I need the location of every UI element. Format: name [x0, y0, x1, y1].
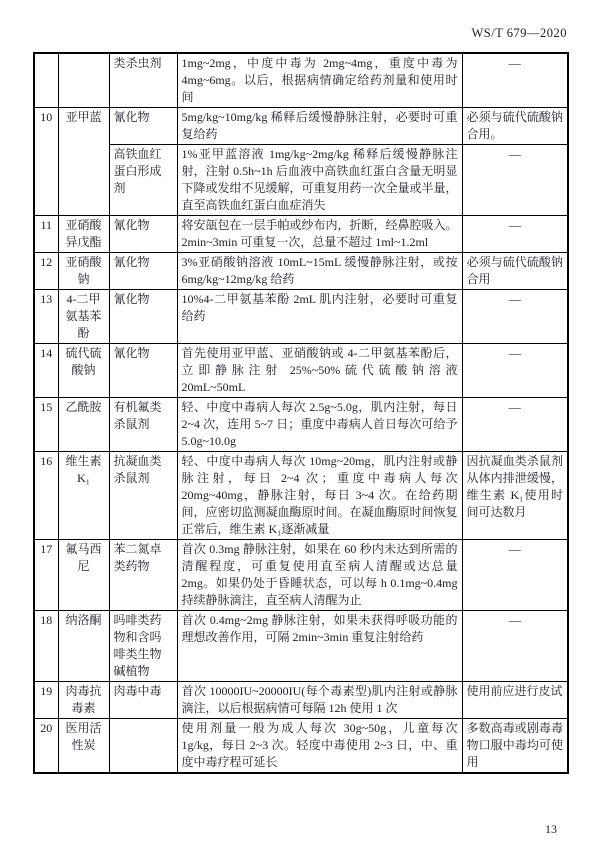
table-row-9-continued	[34, 53, 568, 108]
drug-name-cell: 纳洛酮	[58, 611, 109, 682]
note-cell: 使用前应进行皮试	[462, 682, 568, 719]
usage-cell: 10%4-二甲氨基苯酚 2mL 肌内注射，必要时可重复给药	[177, 290, 462, 344]
note-cell: —	[462, 398, 568, 452]
poison-category-cell: 苯二氮卓类药物	[109, 540, 177, 611]
page-number: 13	[545, 822, 557, 836]
row-number-cell: 19	[34, 682, 58, 719]
note-cell: 必须与硫代硫酸钠合用。	[462, 108, 568, 145]
row-number-cell: 13	[34, 290, 58, 344]
row-number-cell: 14	[34, 344, 58, 398]
drug-name-cell: 氟马西尼	[58, 540, 109, 611]
poison-category-cell: 吗啡类药物和含吗啡类生物碱植物	[109, 611, 177, 682]
drug-name-cell: 乙酰胺	[58, 398, 109, 452]
table-row-11	[34, 216, 568, 253]
poison-category-cell: 高铁血红蛋白形成剂	[109, 145, 177, 216]
drug-name-cell: 维生素K₁	[58, 452, 109, 540]
poison-category-cell: 氰化物	[109, 216, 177, 253]
note-cell: 必须与硫代硫酸钠合用	[462, 253, 568, 290]
note-cell: —	[462, 344, 568, 398]
table-row-16	[34, 452, 568, 540]
usage-cell: 首次 0.3mg 静脉注射，如果在 60 秒内未达到所需的清醒程度，可重复使用直至病人清醒或达总量 2mg。如果仍处于昏睡状态，可以每 h 0.1mg~0.4mg 持续静脉滴注，直至病人清醒为止	[177, 540, 462, 611]
row-number-cell: 17	[34, 540, 58, 611]
document-code: WS/T 679—2020	[471, 26, 567, 40]
usage-cell: 轻、中度中毒病人每次 2.5g~5.0g，肌内注射，每日 2~4 次，连用 5~7 日；重度中毒病人首日每次可给予 5.0g~10.0g	[177, 398, 462, 452]
poison-category-cell: 肉毒中毒	[109, 682, 177, 719]
drug-name-cell: 亚硝酸钠	[58, 253, 109, 290]
poison-category-cell: 氰化物	[109, 253, 177, 290]
row-number-cell: 16	[34, 452, 58, 540]
poison-category-cell: 类杀虫剂	[109, 53, 177, 108]
table-row-13	[34, 290, 568, 344]
poison-category-cell: 氰化物	[109, 344, 177, 398]
usage-cell: 1%亚甲蓝溶液 1mg/kg~2mg/kg 稀释后缓慢静脉注射，注射 0.5h~1h 后血液中高铁血红蛋白含量无明显下降或发绀不见缓解，可重复用药一次全量或半量，直至高铁血红蛋白血症消失	[177, 145, 462, 216]
poison-category-cell: 抗凝血类杀鼠剂	[109, 452, 177, 540]
note-cell: 多数高毒或剧毒毒物口服中毒均可使用	[462, 719, 568, 774]
usage-cell: 轻、中度中毒病人每次 10mg~20mg，肌内注射或静脉注射，每日 2~4 次；重度中毒病人每次 20mg~40mg，静脉注射，每日 3~4 次。在给药期间，应密切监测凝血酶原时间。在凝血酶原时间恢复正常后，维生素 K₁逐渐减量	[177, 452, 462, 540]
drug-name-cell: 亚甲蓝	[58, 108, 109, 216]
table-row-14	[34, 344, 568, 398]
drug-name-cell: 医用活性炭	[58, 719, 109, 774]
usage-cell: 使用剂量一般为成人每次 30g~50g，儿童每次 1g/kg，每日 2~3 次。轻度中毒使用 2~3 日，中、重度中毒疗程可延长	[177, 719, 462, 774]
poison-category-cell: 氰化物	[109, 108, 177, 145]
row-number-cell: 11	[34, 216, 58, 253]
usage-cell: 首先使用亚甲蓝、亚硝酸钠或 4-二甲氨基苯酚后，立即静脉注射 25%~50%硫代硫酸钠溶液 20mL~50mL	[177, 344, 462, 398]
usage-cell: 将安瓿包在一层手帕或纱布内，折断，经鼻腔吸入。2min~3min 可重复一次，总量不超过 1ml~1.2ml	[177, 216, 462, 253]
table-row-12	[34, 253, 568, 290]
note-cell: —	[462, 290, 568, 344]
row-number-cell: 10	[34, 108, 58, 216]
table-row-20	[34, 719, 568, 774]
table-row-18	[34, 611, 568, 682]
usage-cell: 5mg/kg~10mg/kg 稀释后缓慢静脉注射，必要时可重复给药	[177, 108, 462, 145]
table-row-15	[34, 398, 568, 452]
antidote-table	[33, 52, 569, 774]
note-cell: 因抗凝血类杀鼠剂从体内排泄缓慢，维生素 K₁使用时间可达数月	[462, 452, 568, 540]
drug-name-cell: 肉毒抗毒素	[58, 682, 109, 719]
row-number-cell: 20	[34, 719, 58, 774]
table-row-19	[34, 682, 568, 719]
note-cell: —	[462, 611, 568, 682]
note-cell: —	[462, 145, 568, 216]
row-number-cell: 18	[34, 611, 58, 682]
table-row-17	[34, 540, 568, 611]
note-cell: —	[462, 216, 568, 253]
poison-category-cell	[109, 719, 177, 774]
drug-name-cell: 4-二甲氨基苯酚	[58, 290, 109, 344]
usage-cell: 3%亚硝酸钠溶液 10mL~15mL 缓慢静脉注射，或按 6mg/kg~12mg/kg 给药	[177, 253, 462, 290]
usage-cell: 1mg~2mg，中度中毒为 2mg~4mg，重度中毒为 4mg~6mg。以后，根据病情确定给药剂量和使用时间	[177, 53, 462, 108]
table-row-10a	[34, 108, 568, 145]
row-number-cell: 15	[34, 398, 58, 452]
usage-cell: 首次 0.4mg~2mg 静脉注射，如果未获得呼吸功能的理想改善作用，可隔 2min~3min 重复注射给药	[177, 611, 462, 682]
drug-name-cell: 硫代硫酸钠	[58, 344, 109, 398]
table-row-10b	[34, 145, 568, 216]
note-cell: —	[462, 53, 568, 108]
note-cell: —	[462, 540, 568, 611]
poison-category-cell: 氰化物	[109, 290, 177, 344]
drug-name-cell: 亚硝酸异戊酯	[58, 216, 109, 253]
usage-cell: 首次 10000IU~20000IU(每个毒素型)肌内注射或静脉滴注，以后根据病情可每隔 12h 使用 1 次	[177, 682, 462, 719]
row-number-cell	[34, 53, 58, 108]
drug-name-cell	[58, 53, 109, 108]
row-number-cell: 12	[34, 253, 58, 290]
poison-category-cell: 有机氟类杀鼠剂	[109, 398, 177, 452]
